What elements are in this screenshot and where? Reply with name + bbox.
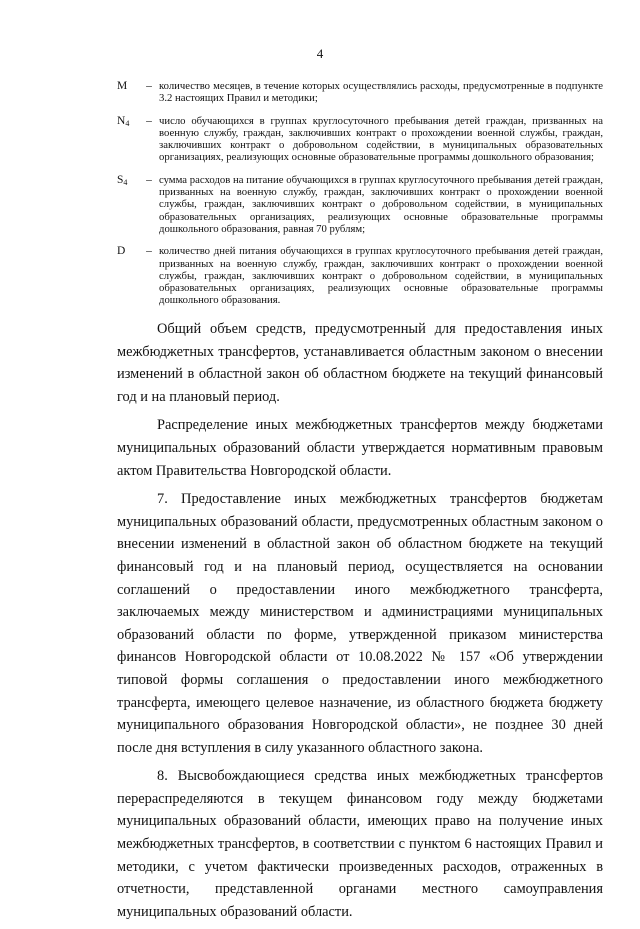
definition-dash: – <box>146 173 152 186</box>
paragraph-total-volume: Общий объем средств, предусмотренный для предоставления иных межбюджетных трансфертов, устанавливается областным законом о внесении изменений в областной закон об областном бюджете на текущий финансовый год и на плановый период. <box>117 321 603 405</box>
definition-item <box>117 115 603 164</box>
definition-text: количество месяцев, в течение которых осуществлялись расходы, предусмотренные в подпункте 3.2 настоящих Правил и методики; <box>159 80 603 105</box>
definition-item <box>117 80 603 105</box>
body-text <box>117 318 603 929</box>
paragraph-distribution: Распределение иных межбюджетных трансфертов между бюджетами муниципальных образований области утверждается нормативным правовым актом Правительства Новгородской области. <box>117 417 603 479</box>
definitions-list <box>117 80 603 317</box>
page-number: 4 <box>316 46 324 61</box>
definition-symbol: $S_4$ <box>117 173 128 187</box>
definition-symbol: D <box>117 245 126 258</box>
definition-dash: – <box>146 80 152 92</box>
definition-dash: – <box>146 245 152 258</box>
definition-text: сумма расходов на питание обучающихся в группах круглосуточного пребывания детей граждан, призванных на военную службу, граждан, заключивших контракт о прохождении военной службы, граждан, заключивших контракт о добровольном содействии, в муниципальных образовательных организациях, реализующих основные образовательные программы дошкольного образования, равная 70 рублям; <box>159 173 603 235</box>
definition-text: количество дней питания обучающихся в группах круглосуточного пребывания детей граждан, призванных на военную службу, граждан, заключивших контракт о прохождении военной службы, граждан, заключивших контракт о добровольном содействии, в муниципальных образовательных организациях, реализующих основные образовательные программы дошкольного образования. <box>159 245 603 307</box>
definition-dash: – <box>146 114 152 127</box>
definition-symbol: M <box>117 80 128 92</box>
paragraph-item-8: 8. Высвобождающиеся средства иных межбюджетных трансфертов перераспределяются в текущем финансовом году между бюджетами муниципальных образований области, имеющих право на получение иных межбюджетных трансфертов, в соответствии с пунктом 6 настоящих Правил и методики, с учетом фактически произведенных расходов, отраженных в отчетности, представленной органами местного самоуправления муниципальных образований области. <box>117 768 603 920</box>
definition-item <box>117 245 603 306</box>
definition-text: число обучающихся в группах круглосуточного пребывания детей граждан, призванных на военную службу, граждан, заключивших контракт о прохождении военной службы, граждан, заключивших контракт о добровольном содействии, в муниципальных образовательных организациях, реализующих основные образовательные программы дошкольного образования; <box>159 114 603 164</box>
paragraph-item-7: 7. Предоставление иных межбюджетных трансфертов бюджетам муниципальных образований области, предусмотренных областным законом о внесении изменений в областной закон об областном бюджете на текущий финансовый год и на плановый период, осуществляется на основании соглашений о предоставлении иного межбюджетного трансферта, заключаемых между министерством и администрациями муниципальных образований области по форме, утвержденной приказом министерства финансов Новгородской области от 10.08.2022 № 157 «Об утверждении типовой формы соглашения о предоставлении иного межбюджетного трансферта, имеющего целевое назначение, из областного бюджета бюджету муниципального образования Новгородской области», не позднее 30 дней после дня вступления в силу указанного областного закона. <box>117 491 603 756</box>
definition-item <box>117 174 603 235</box>
definition-symbol: $N_4$ <box>117 114 130 128</box>
